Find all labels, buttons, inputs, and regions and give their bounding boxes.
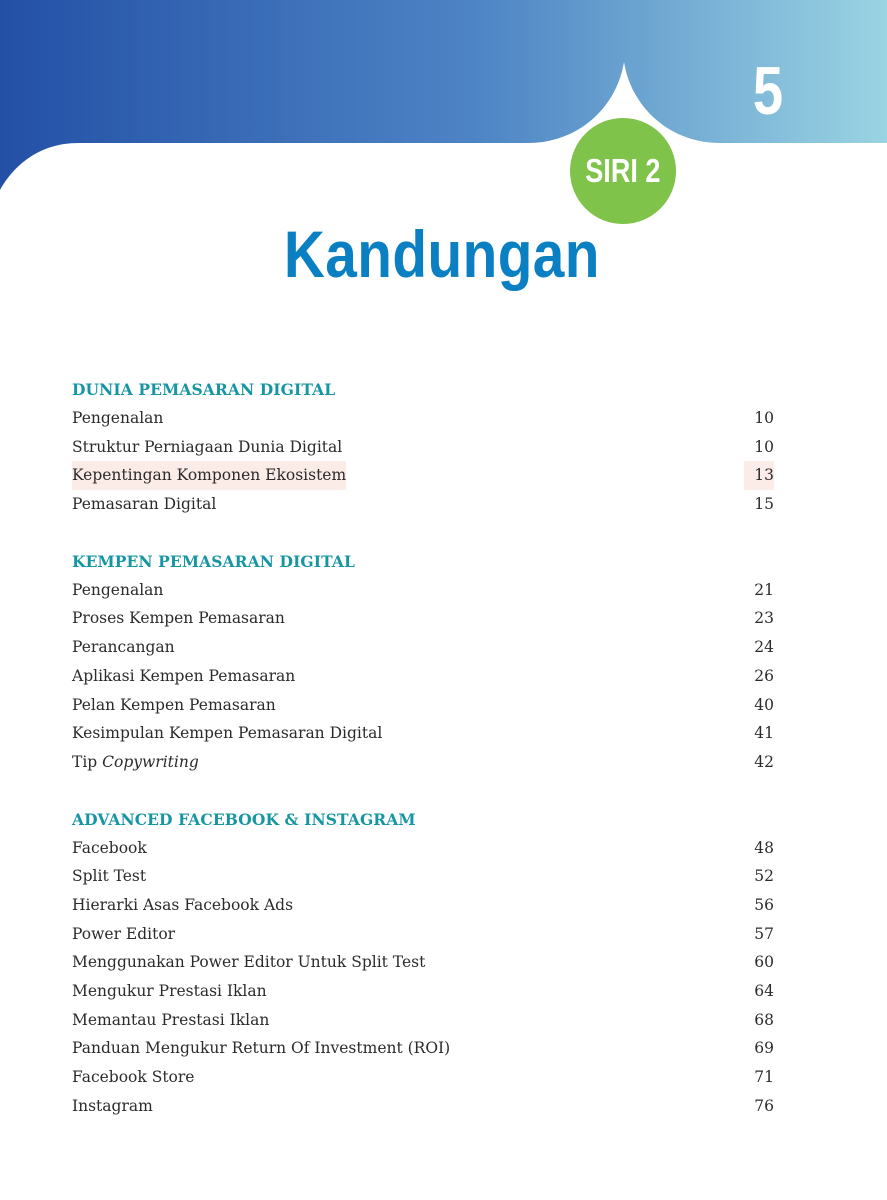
toc-entry[interactable]: [72, 834, 774, 863]
entry-page-number: 10: [754, 409, 774, 427]
entry-page-number: 23: [754, 609, 774, 628]
entry-title: Proses Kempen Pemasaran: [72, 609, 285, 628]
toc-entry[interactable]: [72, 862, 774, 891]
toc-entry[interactable]: [72, 977, 774, 1006]
toc-section-kempen-pemasaran-digital: [72, 547, 774, 777]
entry-title: Panduan Mengukur Return Of Investment (ROI): [72, 1039, 451, 1058]
entry-title-prefix: Tip: [72, 752, 98, 771]
page-title: Kandungan: [283, 217, 600, 291]
entry-title-italic: Copywriting: [102, 752, 199, 771]
entry-title: Mengukur Prestasi Iklan: [72, 982, 267, 1000]
entry-page-number: 57: [754, 924, 774, 943]
entry-page-number: 24: [754, 638, 774, 657]
entry-page-number: 69: [754, 1039, 774, 1058]
entry-page-number: 48: [754, 838, 774, 857]
series-badge-label: SIRI 2: [585, 152, 661, 189]
entry-page-number: 41: [754, 724, 774, 743]
entry-page-number: 71: [754, 1068, 774, 1087]
entry-title: Perancangan: [72, 638, 175, 657]
toc-entry[interactable]: [72, 1006, 774, 1035]
entry-title: Facebook: [72, 838, 147, 857]
toc-entry[interactable]: [72, 691, 774, 720]
series-badge: [570, 118, 676, 224]
toc-entry[interactable]: [72, 490, 774, 519]
section-heading: KEMPEN PEMASARAN DIGITAL: [72, 551, 356, 571]
toc-entry[interactable]: [72, 748, 774, 777]
section-heading: DUNIA PEMASARAN DIGITAL: [72, 380, 336, 399]
toc-entry[interactable]: [72, 404, 774, 433]
entry-page-number: 40: [754, 695, 774, 714]
toc-entry[interactable]: [72, 576, 774, 605]
toc-entry[interactable]: [72, 433, 774, 462]
entry-page-number: 10: [754, 437, 774, 456]
entry-title: Pemasaran Digital: [72, 495, 217, 514]
toc-section-advanced-facebook-instagram: [72, 805, 774, 1121]
entry-page-number: 26: [754, 666, 774, 685]
entry-title: Struktur Perniagaan Dunia Digital: [72, 437, 343, 456]
page-number: 5: [752, 53, 784, 129]
entry-title: Pengenalan: [72, 580, 164, 599]
toc-entry[interactable]: [72, 920, 774, 949]
entry-page-number: 13: [744, 461, 774, 490]
toc-entry[interactable]: [72, 604, 774, 633]
table-of-contents: [72, 375, 774, 1148]
entry-page-number: 60: [754, 953, 774, 972]
toc-entry[interactable]: [72, 1034, 774, 1063]
toc-entry[interactable]: [72, 719, 774, 748]
entry-page-number: 68: [754, 1010, 774, 1029]
entry-title: Instagram: [72, 1096, 153, 1115]
entry-title: Split Test: [72, 867, 147, 886]
toc-entry[interactable]: [72, 662, 774, 691]
toc-section-dunia-pemasaran-digital: [72, 375, 774, 519]
entry-page-number: 42: [754, 752, 774, 771]
toc-entry[interactable]: [72, 948, 774, 977]
entry-page-number: 64: [754, 982, 774, 1000]
entry-page-number: 52: [754, 867, 774, 886]
section-heading: ADVANCED FACEBOOK & INSTAGRAM: [72, 809, 416, 829]
entry-title: Pengenalan: [72, 409, 164, 427]
entry-title: Aplikasi Kempen Pemasaran: [72, 666, 296, 685]
entry-title: Kesimpulan Kempen Pemasaran Digital: [72, 724, 383, 743]
toc-entry-highlighted[interactable]: [72, 461, 774, 490]
entry-title: Power Editor: [72, 924, 176, 943]
entry-title: Pelan Kempen Pemasaran: [72, 695, 276, 714]
entry-title: Menggunakan Power Editor Untuk Split Test: [72, 953, 426, 972]
entry-page-number: 56: [754, 895, 774, 914]
toc-entry[interactable]: [72, 1092, 774, 1121]
toc-entry[interactable]: [72, 1063, 774, 1092]
entry-title: [72, 748, 199, 777]
entry-title: Kepentingan Komponen Ekosistem: [72, 461, 346, 490]
entry-title: Facebook Store: [72, 1068, 195, 1087]
toc-entry[interactable]: [72, 891, 774, 920]
toc-entry[interactable]: [72, 633, 774, 662]
entry-page-number: 15: [754, 495, 774, 514]
entry-page-number: 21: [754, 580, 774, 599]
entry-title: Hierarki Asas Facebook Ads: [72, 895, 294, 914]
entry-title: Memantau Prestasi Iklan: [72, 1010, 270, 1029]
entry-page-number: 76: [754, 1096, 774, 1115]
